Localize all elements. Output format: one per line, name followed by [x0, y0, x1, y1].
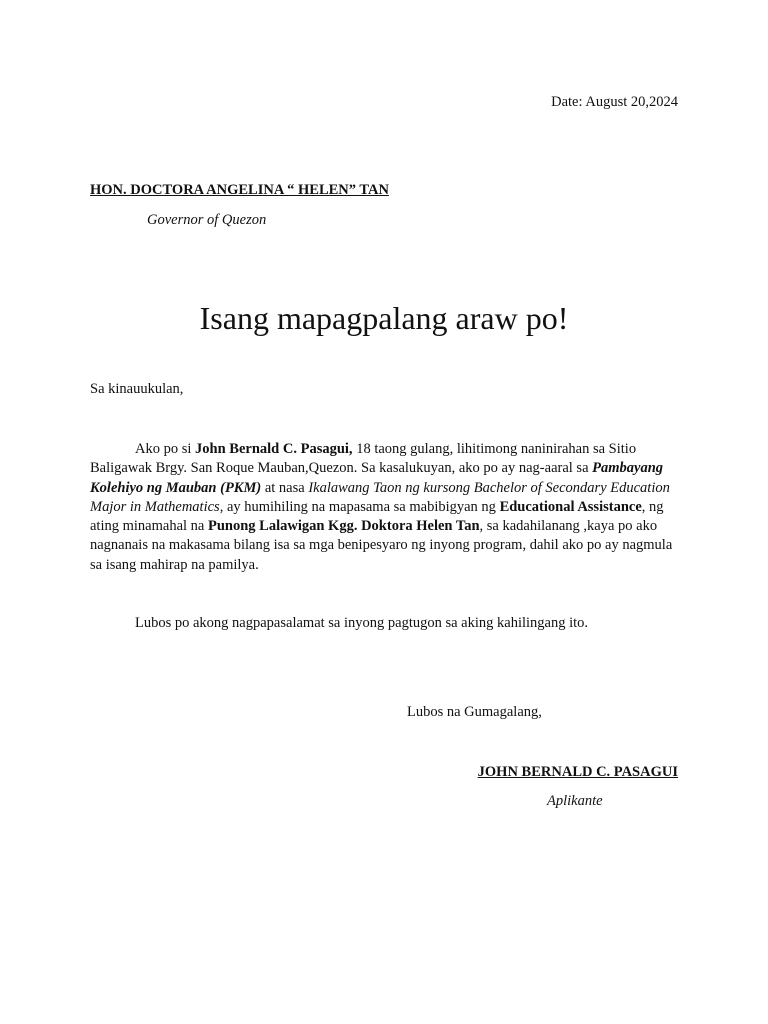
recipient-name: HON. DOCTORA ANGELINA “ HELEN” TAN [90, 182, 389, 198]
applicant-name-inline: John Bernald C. Pasagui, [195, 441, 353, 457]
letter-date: Date: August 20,2024 [551, 94, 678, 110]
school-name: Pambayang Kolehiyo ng Mauban (PKM) [90, 460, 664, 496]
body-text-4: , ay humihiling na mapasama sa mabibigyan ng [219, 498, 500, 515]
greeting-heading: Isang mapagpalang araw po! [199, 300, 569, 336]
recipient-title: Governor of Quezon [147, 212, 267, 228]
official-name: Punong Lalawigan Kgg. Doktora Helen Tan [207, 518, 480, 535]
course-description: Ikalawang Taon ng kursong Bachelor of Secondary Education Major in Mathematics [90, 479, 670, 515]
signer-name: JOHN BERNALD C. PASAGUI [477, 764, 678, 780]
body-text-6: , sa kadahilanang ,kaya po ako nagnanais na makasama bilang isa sa mga benipesyaro ng inyong program, dahil ako po ay nagmula sa isang mahirap na pamilya. [90, 518, 673, 573]
body-text-2: 18 taong gulang, lihitimong naninirahan sa Sitio Baligawak Brgy. San Roque Mauban,Quezon. Sa kasalukuyan, ako po ay nag-aaral sa [90, 441, 637, 477]
body-text-1: Ako po si [135, 441, 196, 457]
body-paragraph [90, 440, 678, 575]
closing: Lubos na Gumagalang, [407, 704, 542, 720]
signer-role: Aplikante [547, 793, 603, 809]
body-text-3: at nasa [261, 479, 309, 496]
salutation: Sa kinauukulan, [90, 381, 184, 397]
body-text-5: , ng ating minamahal na [90, 498, 664, 535]
assistance-type: Educational Assistance [499, 498, 642, 515]
thanks-paragraph: Lubos po akong nagpapasalamat sa inyong pagtugon sa aking kahilingang ito. [135, 615, 589, 631]
